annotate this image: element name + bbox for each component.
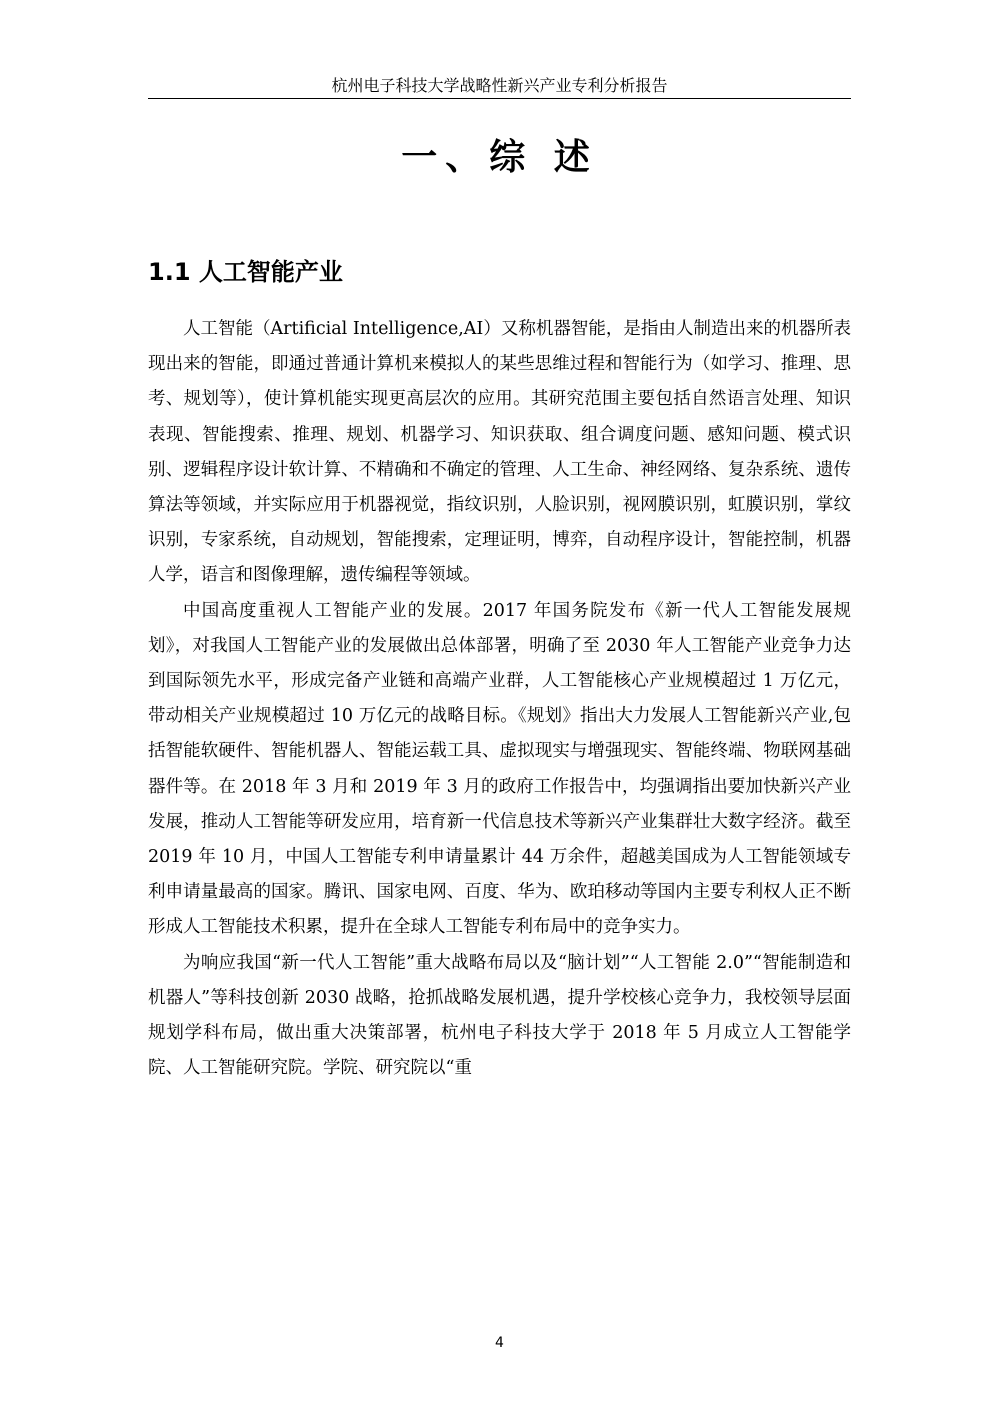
- chapter-title: 一、综 述: [401, 137, 598, 178]
- paragraph: 人工智能（Artificial Intelligence,AI）又称机器智能，是指由人制造出来的机器所表现出来的智能，即通过普通计算机来模拟人的某些思维过程和智能行为（如学习、推理、思考、规划等），使计算机能实现更高层次的应用。其研究范围主要包括自然语言处理、知识表现、智能搜索、推理、规划、机器学习、知识获取、组合调度问题、感知问题、模式识别、逻辑程序设计软计算、不精确和不确定的管理、人工生命、神经网络、复杂系统、遗传算法等领域，并实际应用于机器视觉，指纹识别，人脸识别，视网膜识别，虹膜识别，掌纹识别，专家系统，自动规划，智能搜索，定理证明，博弈，自动程序设计，智能控制，机器人学，语言和图像理解，遗传编程等领域。: [148, 319, 851, 586]
- header-divider: [148, 98, 851, 99]
- paragraph: 为响应我国“新一代人工智能”重大战略布局以及“脑计划”“人工智能 2.0”“智能制造和机器人”等科技创新 2030 战略，抢抓战略发展机遇，提升学校核心竞争力，我校领导层面规划学科布局，做出重大决策部署，杭州电子科技大学于 2018 年 5 月成立人工智能学院、人工智能研究院。学院、研究院以“重: [148, 952, 851, 1079]
- body-text: [148, 312, 851, 1086]
- running-header: 杭州电子科技大学战略性新兴产业专利分析报告: [331, 76, 668, 95]
- section-heading: 1.1 人工智能产业: [148, 258, 343, 286]
- paragraph: 中国高度重视人工智能产业的发展。2017 年国务院发布《新一代人工智能发展规划》，对我国人工智能产业的发展做出总体部署，明确了至 2030 年人工智能产业竞争力达到国际领先水平，形成完备产业链和高端产业群，人工智能核心产业规模超过 1 万亿元，带动相关产业规模超过 10 万亿元的战略目标。《规划》指出大力发展人工智能新兴产业,包括智能软硬件、智能机器人、智能运载工具、虚拟现实与增强现实、智能终端、物联网基础器件等。在 2018 年 3 月和 2019 年 3 月的政府工作报告中，均强调指出要加快新兴产业发展，推动人工智能等研发应用，培育新一代信息技术等新兴产业集群壮大数字经济。截至 2019 年 10 月，中国人工智能专利申请量累计 44 万余件，超越美国成为人工智能领域专利申请量最高的国家。腾讯、国家电网、百度、华为、欧珀移动等国内主要专利权人正不断形成人工智能技术积累，提升在全球人工智能专利布局中的竞争实力。: [148, 600, 851, 938]
- page-number: 4: [495, 1335, 504, 1351]
